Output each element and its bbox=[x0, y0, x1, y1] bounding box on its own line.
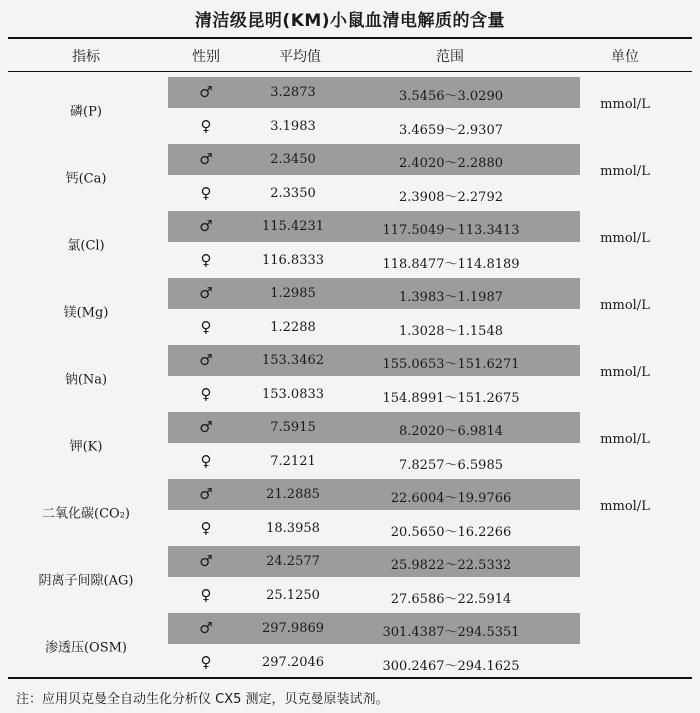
unit-label: mmol/L bbox=[600, 164, 650, 179]
indicator-label: 钠(Na) bbox=[64, 372, 108, 388]
unit-label: mmol/L bbox=[600, 231, 650, 246]
male-row-band bbox=[168, 479, 580, 510]
male-range: 117.5049～113.3413 bbox=[382, 223, 520, 238]
female-mean: 3.1983 bbox=[270, 119, 316, 134]
male-range: 25.9822～22.5332 bbox=[390, 558, 512, 573]
male-symbol: ♂ bbox=[199, 351, 213, 369]
male-range: 22.6004～19.9766 bbox=[390, 491, 512, 506]
female-mean: 297.2046 bbox=[261, 655, 325, 670]
male-mean: 7.5915 bbox=[270, 420, 316, 435]
male-symbol: ♂ bbox=[199, 552, 213, 570]
male-row-band bbox=[168, 546, 580, 577]
female-range: 3.4659～2.9307 bbox=[399, 123, 503, 138]
unit-label: mmol/L bbox=[600, 298, 650, 313]
male-mean: 1.2985 bbox=[270, 286, 316, 301]
male-range: 155.0653～151.6271 bbox=[382, 357, 520, 372]
female-range: 118.8477～114.8189 bbox=[382, 257, 520, 272]
male-row-band bbox=[168, 412, 580, 443]
male-mean: 2.3450 bbox=[270, 152, 316, 167]
male-symbol: ♂ bbox=[199, 619, 213, 637]
male-row-band bbox=[168, 77, 580, 108]
female-range: 2.3908～2.2792 bbox=[399, 190, 503, 205]
indicator-label: 阴离子间隙(AG) bbox=[38, 573, 134, 589]
female-range: 7.8257～6.5985 bbox=[399, 458, 503, 473]
female-mean: 25.1250 bbox=[266, 588, 320, 603]
female-mean: 7.2121 bbox=[270, 454, 316, 469]
female-mean: 153.0833 bbox=[261, 387, 325, 402]
female-symbol: ♀ bbox=[200, 117, 212, 135]
male-row-band bbox=[168, 144, 580, 175]
male-range: 2.4020～2.2880 bbox=[399, 156, 503, 171]
header-sex: 性别 bbox=[192, 49, 220, 65]
male-mean: 297.9869 bbox=[261, 621, 325, 636]
female-range: 154.8991～151.2675 bbox=[382, 391, 520, 406]
male-range: 1.3983～1.1987 bbox=[399, 290, 503, 305]
indicator-label: 钾(K) bbox=[69, 439, 103, 455]
male-symbol: ♂ bbox=[199, 485, 213, 503]
indicator-label: 镁(Mg) bbox=[63, 305, 109, 321]
male-symbol: ♂ bbox=[199, 418, 213, 436]
female-symbol: ♀ bbox=[200, 251, 212, 269]
female-symbol: ♀ bbox=[200, 586, 212, 604]
header-indicator: 指标 bbox=[72, 49, 100, 65]
male-mean: 115.4231 bbox=[261, 219, 325, 234]
indicator-label: 磷(P) bbox=[70, 104, 102, 120]
female-range: 27.6586～22.5914 bbox=[390, 592, 512, 607]
unit-label: mmol/L bbox=[600, 499, 650, 514]
male-mean: 24.2577 bbox=[266, 554, 320, 569]
male-symbol: ♂ bbox=[199, 83, 213, 101]
indicator-label: 氯(Cl) bbox=[67, 238, 105, 254]
female-symbol: ♀ bbox=[200, 653, 212, 671]
table-title: 清洁级昆明(KM)小鼠血清电解质的含量 bbox=[194, 11, 506, 31]
female-mean: 1.2288 bbox=[270, 320, 316, 335]
female-symbol: ♀ bbox=[200, 519, 212, 537]
female-range: 300.2467～294.1625 bbox=[382, 659, 520, 674]
male-mean: 3.2873 bbox=[270, 85, 316, 100]
male-mean: 21.2885 bbox=[266, 487, 320, 502]
female-symbol: ♀ bbox=[200, 452, 212, 470]
female-mean: 2.3350 bbox=[270, 186, 316, 201]
unit-label: mmol/L bbox=[600, 432, 650, 447]
unit-label: mmol/L bbox=[600, 97, 650, 112]
female-range: 20.5650～16.2266 bbox=[390, 525, 512, 540]
female-mean: 116.8333 bbox=[261, 253, 325, 268]
header-mean: 平均值 bbox=[279, 49, 321, 65]
bottom-rule bbox=[8, 677, 692, 679]
header-rule bbox=[8, 71, 692, 72]
unit-label: mmol/L bbox=[600, 365, 650, 380]
female-symbol: ♀ bbox=[200, 184, 212, 202]
female-symbol: ♀ bbox=[200, 318, 212, 336]
male-range: 8.2020～6.9814 bbox=[399, 424, 503, 439]
male-row-band bbox=[168, 278, 580, 309]
male-symbol: ♂ bbox=[199, 150, 213, 168]
male-symbol: ♂ bbox=[199, 217, 213, 235]
indicator-label: 渗透压(OSM) bbox=[44, 640, 128, 656]
indicator-label: 二氧化碳(CO₂) bbox=[42, 506, 130, 522]
male-range: 3.5456～3.0290 bbox=[399, 89, 503, 104]
female-range: 1.3028～1.1548 bbox=[399, 324, 503, 339]
indicator-label: 钙(Ca) bbox=[65, 171, 107, 187]
female-symbol: ♀ bbox=[200, 385, 212, 403]
header-range: 范围 bbox=[436, 49, 464, 65]
male-symbol: ♂ bbox=[199, 284, 213, 302]
header-unit: 单位 bbox=[611, 49, 639, 65]
top-rule bbox=[8, 37, 692, 39]
male-mean: 153.3462 bbox=[261, 353, 325, 368]
female-mean: 18.3958 bbox=[266, 521, 320, 536]
footnote: 注：应用贝克曼全自动生化分析仪 CX5 测定，贝克曼原装试剂。 bbox=[16, 692, 389, 707]
male-range: 301.4387～294.5351 bbox=[382, 625, 520, 640]
